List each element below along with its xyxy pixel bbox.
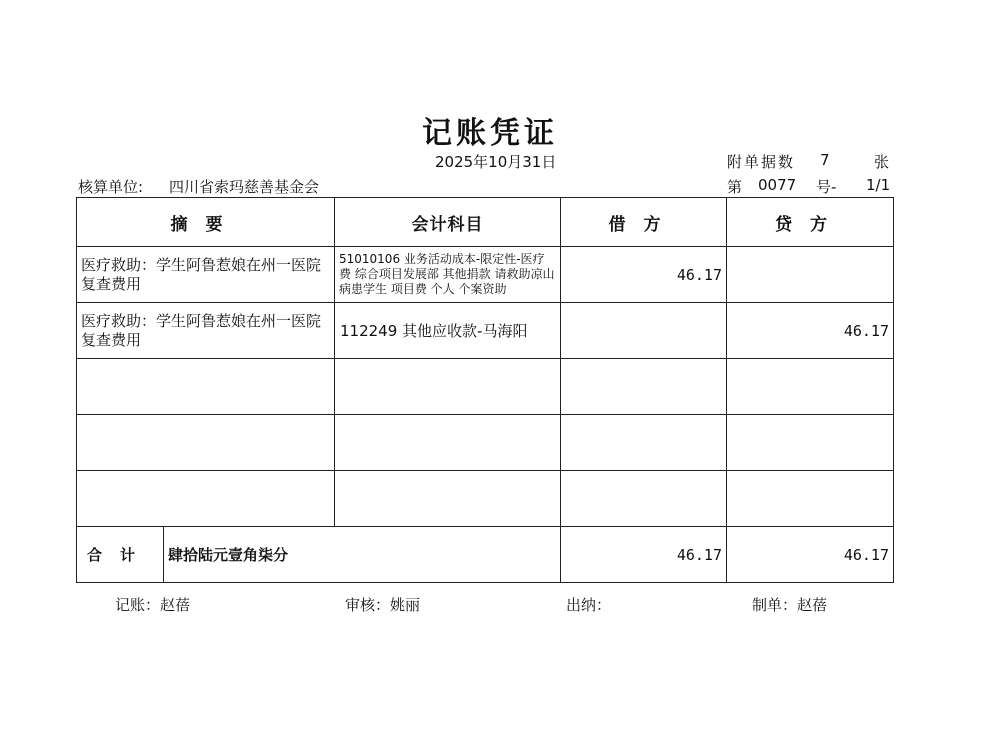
- empty-cell: [561, 471, 727, 527]
- attachments-label: 附单据数: [727, 153, 796, 171]
- total-combined-cell: [77, 527, 561, 583]
- table-row: [77, 247, 894, 303]
- row-debit: [561, 303, 727, 359]
- total-label: 合计: [77, 527, 164, 582]
- table-row-empty: [77, 471, 894, 527]
- empty-cell: [77, 415, 335, 471]
- attachments-count: 7: [820, 151, 830, 169]
- voucher-table: [76, 197, 894, 583]
- row-subject: 112249 其他应收款-马海阳: [335, 303, 561, 359]
- empty-cell: [727, 471, 894, 527]
- row-debit: 46.17: [561, 247, 727, 303]
- empty-cell: [335, 471, 561, 527]
- table-row-empty: [77, 359, 894, 415]
- table-header-row: [77, 198, 894, 247]
- row-subject: 51010106 业务活动成本-限定性-医疗费 综合项目发展部 其他捐款 请救助凉山病患学生 项目费 个人 个案资助: [335, 247, 561, 303]
- attachments-unit: 张: [874, 153, 890, 171]
- table-row-empty: [77, 415, 894, 471]
- preparer-signature: 制单：赵蓓: [752, 596, 828, 614]
- header-subject: 会计科目: [335, 198, 561, 247]
- voucher-number-prefix: 第: [727, 178, 743, 196]
- total-debit: 46.17: [561, 527, 727, 583]
- header-summary: 摘要: [77, 198, 335, 247]
- header-debit: 借方: [561, 198, 727, 247]
- empty-cell: [335, 415, 561, 471]
- voucher-date: 2025年10月31日: [435, 153, 557, 171]
- empty-cell: [77, 471, 335, 527]
- voucher-title: 记账凭证: [422, 116, 558, 151]
- empty-cell: [335, 359, 561, 415]
- empty-cell: [561, 415, 727, 471]
- total-row: [77, 527, 894, 583]
- empty-cell: [77, 359, 335, 415]
- empty-cell: [561, 359, 727, 415]
- bookkeeper-signature: 记账：赵蓓: [115, 596, 191, 614]
- header-credit: 贷方: [727, 198, 894, 247]
- empty-cell: [727, 359, 894, 415]
- voucher-number: 0077: [758, 176, 797, 194]
- cashier-signature: 出纳：: [566, 596, 612, 614]
- accounting-unit-name: 四川省索玛慈善基金会: [169, 178, 320, 196]
- row-credit: 46.17: [727, 303, 894, 359]
- table-row: [77, 303, 894, 359]
- empty-cell: [727, 415, 894, 471]
- reviewer-signature: 审核：姚丽: [345, 596, 421, 614]
- row-credit: [727, 247, 894, 303]
- voucher-number-suffix: 号-: [816, 178, 837, 196]
- total-amount-words: 肆拾陆元壹角柒分: [168, 546, 289, 564]
- row-summary: 医疗救助：学生阿鲁惹娘在州一医院复查费用: [77, 247, 335, 303]
- row-summary: 医疗救助：学生阿鲁惹娘在州一医院复查费用: [77, 303, 335, 359]
- total-credit: 46.17: [727, 527, 894, 583]
- voucher-page: 1/1: [866, 176, 891, 194]
- accounting-unit-label: 核算单位:: [78, 178, 144, 196]
